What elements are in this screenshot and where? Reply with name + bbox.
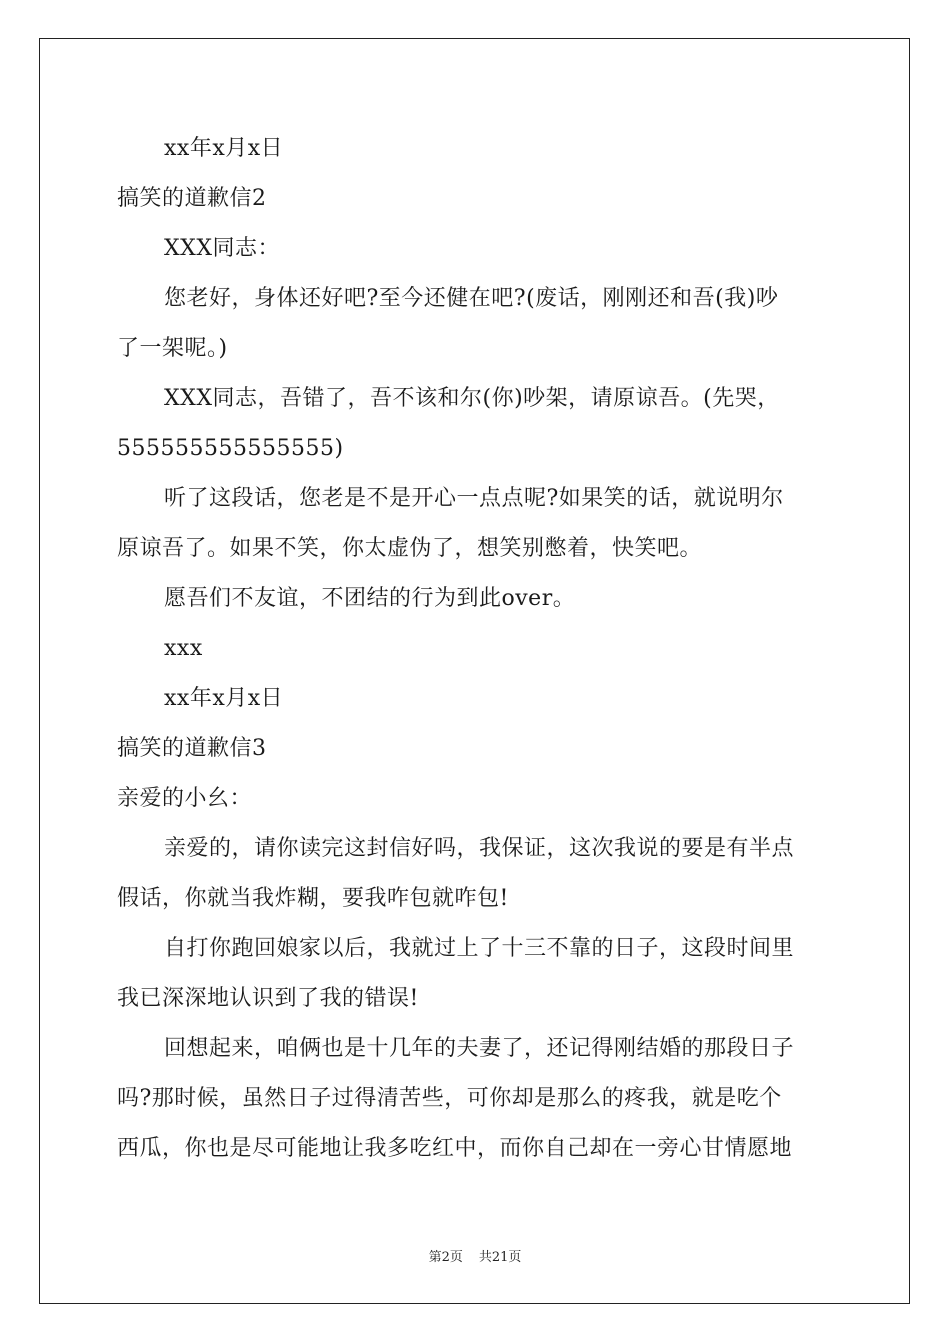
date-line: xx年x月x日: [164, 136, 284, 161]
paragraph-line: 回想起来，咱俩也是十几年的夫妻了，还记得刚结婚的那段日子: [164, 1036, 795, 1061]
paragraph-line: 假话，你就当我炸糊，要我咋包就咋包!: [117, 886, 509, 911]
paragraph-line: 西瓜，你也是尽可能地让我多吃红中，而你自己却在一旁心甘情愿地: [117, 1136, 793, 1161]
salutation: XXX同志：: [164, 236, 280, 261]
page-footer: [0, 1246, 950, 1265]
paragraph-line: 吗?那时候，虽然日子过得清苦些，可你却是那么的疼我，就是吃个: [117, 1086, 782, 1111]
paragraph-line: 听了这段话，您老是不是开心一点点呢?如果笑的话，就说明尔: [164, 486, 784, 511]
paragraph-line: 我已深深地认识到了我的错误!: [117, 986, 419, 1011]
paragraph-line: 您老好，身体还好吧?至今还健在吧?(废话，刚刚还和吾(我)吵: [164, 286, 779, 311]
signature: xxx: [164, 636, 203, 661]
paragraph-line: 原谅吾了。如果不笑，你太虚伪了，想笑别憋着，快笑吧。: [117, 536, 703, 561]
document-body: [117, 124, 837, 1174]
paragraph-line: 愿吾们不友谊，不团结的行为到此over。: [164, 586, 576, 611]
date-line: xx年x月x日: [164, 686, 284, 711]
page-total: 共21页: [478, 1250, 522, 1265]
paragraph-line: 自打你跑回娘家以后，我就过上了十三不靠的日子，这段时间里: [164, 936, 795, 961]
paragraph-line: XXX同志，吾错了，吾不该和尔(你)吵架，请原谅吾。(先哭，: [164, 386, 780, 411]
paragraph-line: 了一架呢。): [117, 336, 228, 361]
paragraph-line: 亲爱的，请你读完这封信好吗，我保证，这次我说的要是有半点: [164, 836, 795, 861]
page-number: 第2页: [428, 1250, 463, 1265]
salutation: 亲爱的小幺：: [117, 786, 253, 811]
paragraph-line: 555555555555555): [117, 436, 344, 461]
section-title: 搞笑的道歉信3: [117, 736, 267, 761]
section-title: 搞笑的道歉信2: [117, 186, 267, 211]
